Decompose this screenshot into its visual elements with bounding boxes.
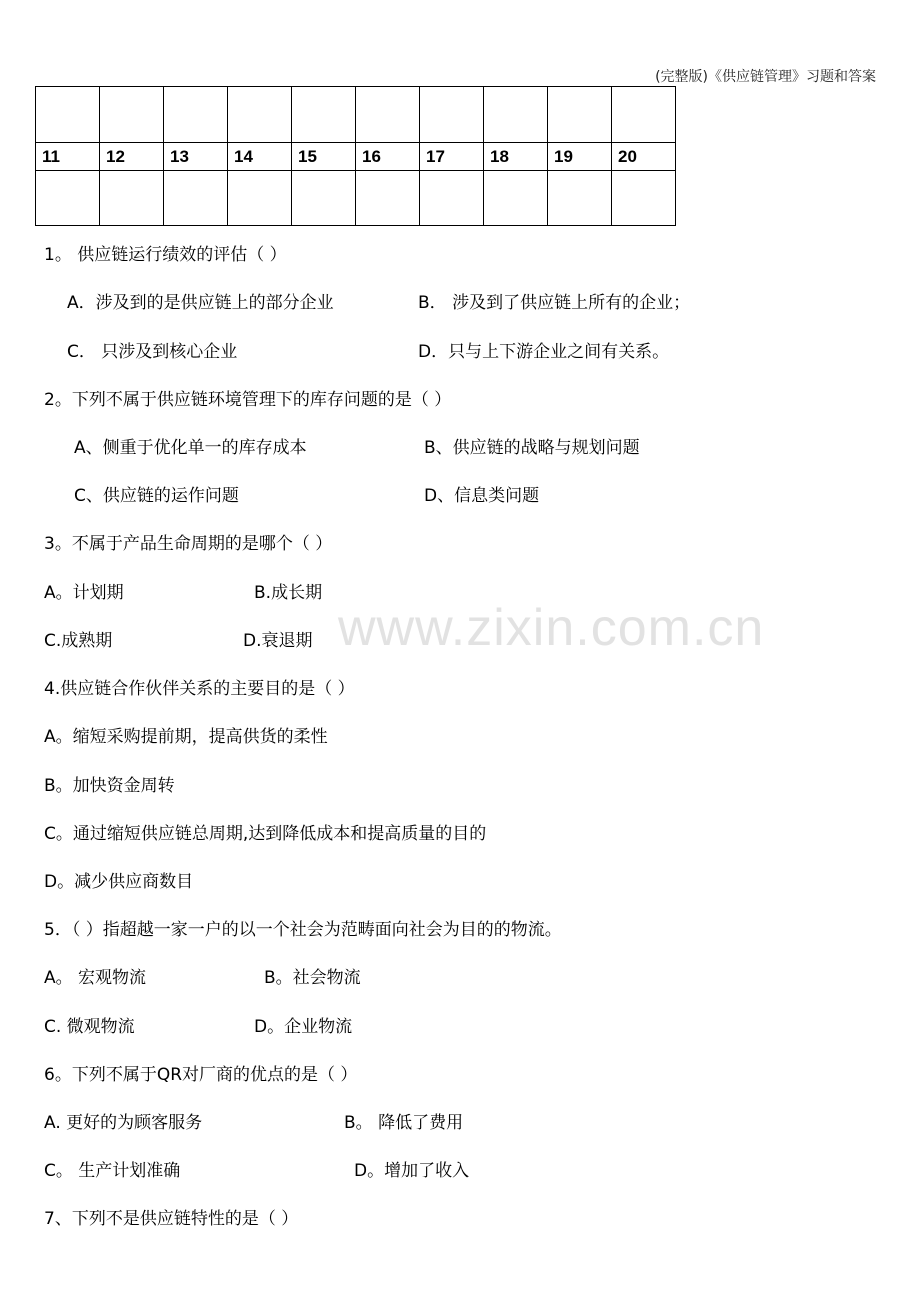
option: D。增加了收入	[354, 1161, 470, 1181]
question-number-cell: 20	[612, 143, 676, 171]
option: A. 更好的为顾客服务	[44, 1113, 203, 1133]
option: C. 微观物流	[44, 1017, 135, 1037]
question-number-cell: 12	[100, 143, 164, 171]
option: B。社会物流	[264, 968, 361, 988]
answer-row-numbers	[36, 143, 676, 171]
option: B． 涉及到了供应链上所有的企业；	[418, 293, 691, 313]
answer-cell	[484, 171, 548, 226]
answer-cell	[228, 87, 292, 143]
answer-row-blank-bottom	[36, 171, 676, 226]
option: C． 只涉及到核心企业	[67, 342, 238, 362]
page-header: (完整版)《供应链管理》习题和答案	[655, 69, 876, 85]
option: C。通过缩短供应链总周期,达到降低成本和提高质量的目的	[44, 824, 487, 844]
option: C.成熟期	[44, 631, 113, 651]
answer-cell	[164, 87, 228, 143]
option: B。加快资金周转	[44, 776, 175, 796]
answer-cell	[612, 87, 676, 143]
option: D。减少供应商数目	[44, 872, 194, 892]
option: B。 降低了费用	[344, 1113, 464, 1133]
question-stem: 5．（ ）指超越一家一户的以一个社会为范畴面向社会为目的的物流。	[44, 920, 562, 940]
answer-cell	[420, 171, 484, 226]
question-number-cell: 16	[356, 143, 420, 171]
watermark: www.zixin.com.cn	[338, 599, 765, 657]
question-stem: 6。下列不属于QR对厂商的优点的是（ ）	[44, 1065, 358, 1085]
option: C。 生产计划准确	[44, 1161, 181, 1181]
option: D．只与上下游企业之间有关系。	[418, 342, 670, 362]
question-number-cell: 18	[484, 143, 548, 171]
answer-cell	[228, 171, 292, 226]
option: D、信息类问题	[424, 486, 540, 506]
answer-cell	[36, 87, 100, 143]
answer-row-blank-top	[36, 87, 676, 143]
option: A、侧重于优化单一的库存成本	[74, 438, 307, 458]
answer-cell	[100, 171, 164, 226]
option: A。缩短采购提前期，提高供货的柔性	[44, 727, 328, 747]
option: D。企业物流	[254, 1017, 353, 1037]
answer-cell	[356, 87, 420, 143]
option: C、供应链的运作问题	[74, 486, 239, 506]
answer-cell	[420, 87, 484, 143]
question-stem: 2。下列不属于供应链环境管理下的库存问题的是（ ）	[44, 390, 452, 410]
question-number-cell: 11	[36, 143, 100, 171]
option: A．涉及到的是供应链上的部分企业	[67, 293, 334, 313]
question-stem: 4.供应链合作伙伴关系的主要目的是（ ）	[44, 679, 355, 699]
answer-table	[35, 86, 676, 226]
answer-cell	[36, 171, 100, 226]
answer-cell	[548, 171, 612, 226]
answer-cell	[484, 87, 548, 143]
option: A。 宏观物流	[44, 968, 147, 988]
question-number-cell: 15	[292, 143, 356, 171]
question-stem: 3。不属于产品生命周期的是哪个（ ）	[44, 534, 333, 554]
option: B.成长期	[254, 583, 323, 603]
option: B、供应链的战略与规划问题	[424, 438, 640, 458]
question-number-cell: 17	[420, 143, 484, 171]
question-number-cell: 19	[548, 143, 612, 171]
question-stem: 1。 供应链运行绩效的评估（ ）	[44, 245, 287, 265]
answer-cell	[292, 87, 356, 143]
answer-cell	[612, 171, 676, 226]
question-number-cell: 14	[228, 143, 292, 171]
answer-cell	[356, 171, 420, 226]
answer-cell	[548, 87, 612, 143]
question-stem: 7、下列不是供应链特性的是（ ）	[44, 1209, 299, 1229]
option: D.衰退期	[243, 631, 313, 651]
answer-cell	[100, 87, 164, 143]
question-number-cell: 13	[164, 143, 228, 171]
answer-cell	[292, 171, 356, 226]
answer-cell	[164, 171, 228, 226]
option: A。计划期	[44, 583, 124, 603]
